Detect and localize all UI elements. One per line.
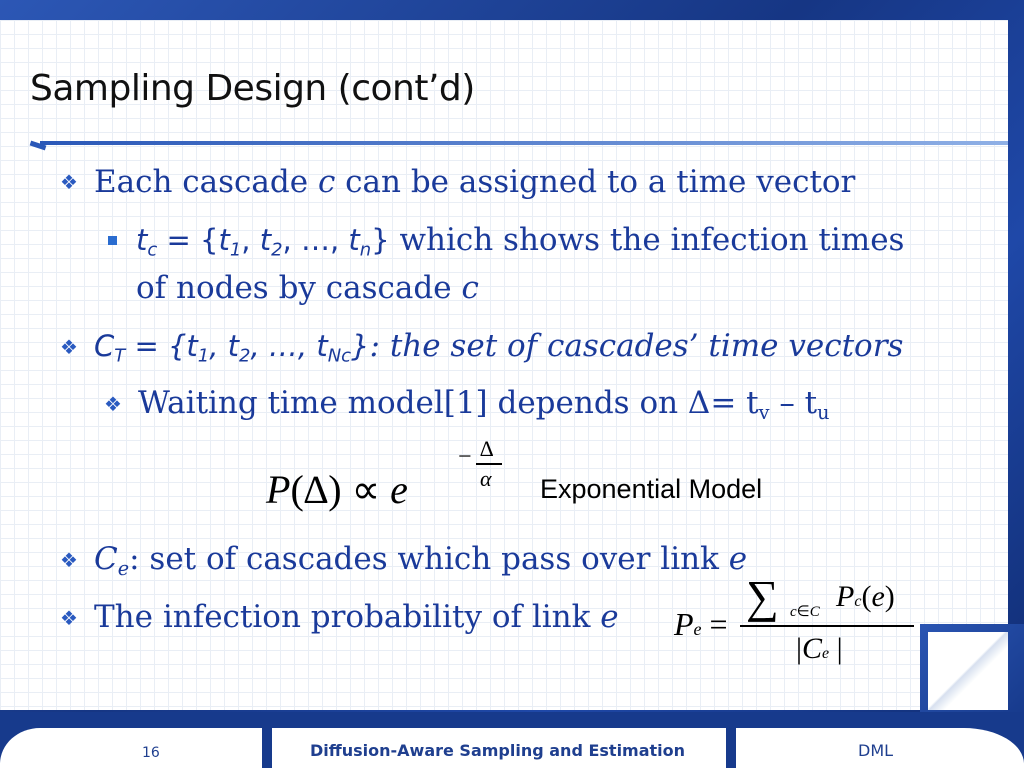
formula-exponential: P(∆) ∝ e — [266, 467, 408, 512]
formula-sum-index: c∈C — [790, 604, 820, 620]
bullet-2: $C_T = \{t_1$, $t_2$, …, $t_{Nc}$}: the set of cascades’ time vectors — [94, 328, 904, 367]
formula-fraction-bar — [740, 625, 914, 627]
diamond-bullet-icon: ❖ — [60, 335, 78, 359]
diamond-bullet-icon: ❖ — [104, 392, 122, 416]
footer-left-tab — [0, 728, 262, 768]
diamond-bullet-icon: ❖ — [60, 170, 78, 194]
title-rule — [40, 141, 1008, 145]
footer-title: Diffusion-Aware Sampling and Estimation — [310, 741, 686, 760]
sub-bullet-2: Waiting time model[1] depends on $\Delta= t_v - t_u$ — [138, 385, 830, 424]
diamond-bullet-icon: ❖ — [60, 606, 78, 630]
page-number: 16 — [142, 745, 160, 761]
sub-bullet-1-line-2: of nodes by cascade c — [136, 270, 479, 306]
corner-notch-sheen — [928, 632, 1008, 710]
bullet-4: The infection probability of link e — [94, 599, 619, 635]
formula-sum-icon: ∑ — [746, 571, 779, 622]
bullet-3: $C_e$: set of cascades which pass over link e — [94, 541, 748, 580]
formula-exponent-bar — [476, 463, 502, 465]
sub-bullet-1-line-1: $t_c = \{t_1$, $t_2$, …, $t_n$} which shows the infection times — [136, 222, 905, 261]
slide-title: Sampling Design (cont’d) — [30, 68, 475, 109]
formula-pe: Pe = — [674, 606, 728, 642]
formula-denominator: |Ce | — [796, 632, 843, 665]
formula-exponent-numerator: ∆ — [480, 436, 494, 461]
formula-label: Exponential Model — [540, 474, 763, 504]
formula-exponent-minus: − — [458, 444, 472, 470]
diamond-bullet-icon: ❖ — [60, 548, 78, 572]
formula-numerator: Pc(e) — [836, 580, 895, 613]
formula-exponent-denominator: α — [480, 466, 492, 491]
footer-org: DML — [858, 741, 894, 760]
bullet-1: Each cascade c can be assigned to a time vector — [94, 164, 856, 200]
square-bullet-icon — [108, 236, 117, 245]
